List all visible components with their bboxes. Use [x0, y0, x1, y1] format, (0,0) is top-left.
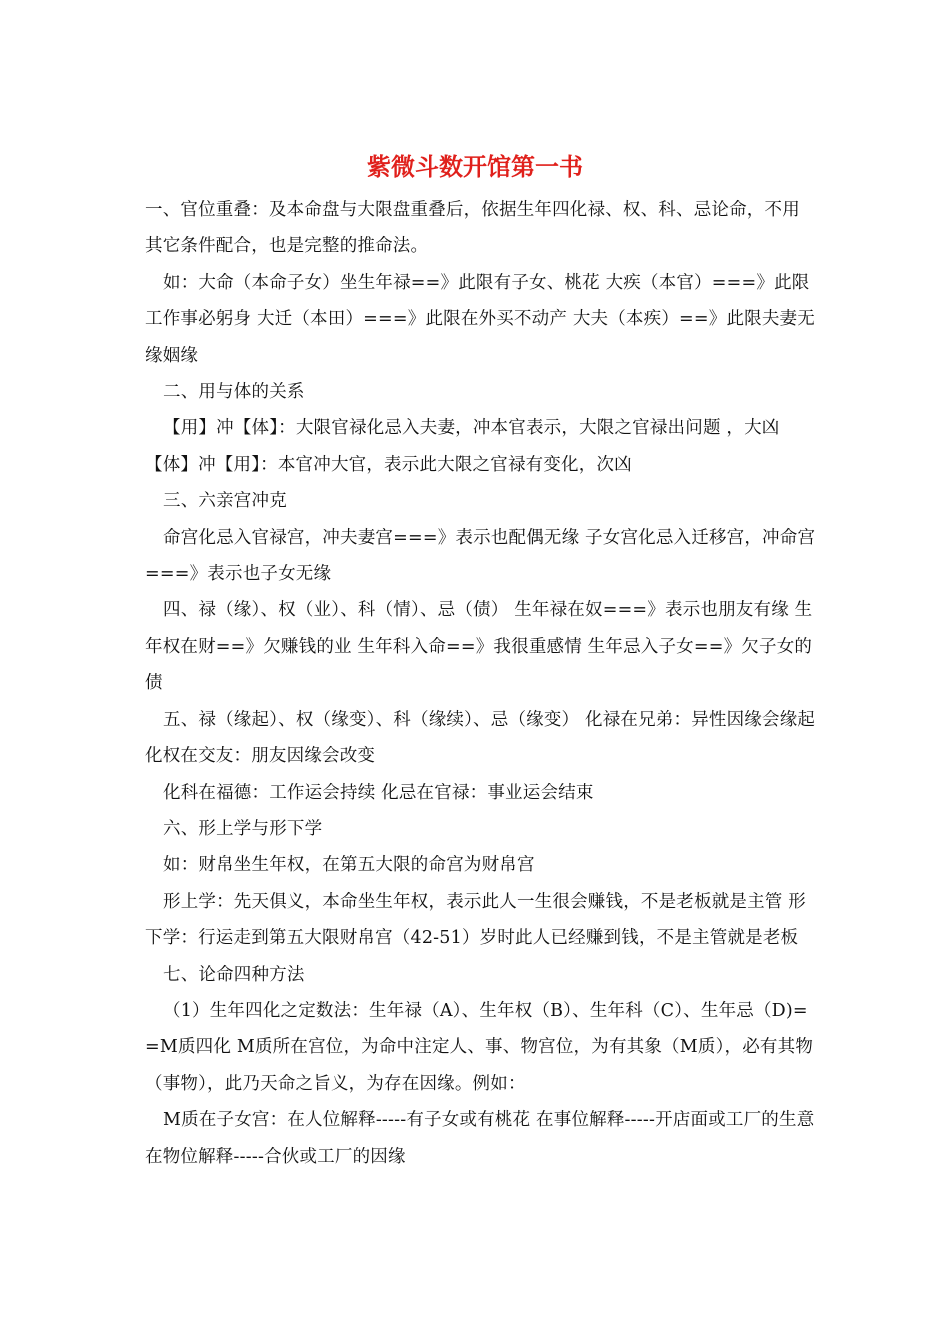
paragraph-7: 四、禄（缘）、权（业）、科（情）、忌（债） 生年禄在奴===》表示也朋友有缘 生年权在财==》欠赚钱的业 生年科入命==》我很重感情 生年忌入子女==》欠子女的债	[145, 600, 813, 694]
paragraph-8: 五、禄（缘起）、权（缘变）、科（缘续）、忌（缘变） 化禄在兄弟：异性因缘会缘起 化权在交友：朋友因缘会改变	[145, 709, 816, 767]
paragraph-1: 一、官位重叠：及本命盘与大限盘重叠后，依据生年四化禄、权、科、忌论命，不用其它条件配合，也是完整的推命法。	[145, 200, 800, 257]
document-body	[145, 192, 817, 1175]
paragraph-14: （1）生年四化之定数法：生年禄（A）、生年权（B）、生年科（C）、生年忌（D)==M质四化 M质所在宫位，为命中注定人、事、物宫位，为有其象（M质），必有其物（事物），此乃天命之旨义，为存在因缘。例如：	[145, 1000, 814, 1094]
paragraph-12: 形上学：先天俱义，本命坐生年权，表示此人一生很会赚钱，不是老板就是主管 形下学：行运走到第五大限财帛宫（42-51）岁时此人已经赚到钱，不是主管就是老板	[145, 891, 806, 949]
paragraph-2: 如：大命（本命子女）坐生年禄==》此限有子女、桃花 大疾（本官）===》此限工作事必躬身 大迁（本田）===》此限在外买不动产 大夫（本疾）==》此限夫妻无缘姻缘	[145, 272, 815, 366]
paragraph-3: 二、用与体的关系	[163, 382, 305, 403]
paragraph-5: 三、六亲宫冲克	[163, 491, 287, 512]
paragraph-13: 七、论命四种方法	[163, 964, 305, 985]
paragraph-11: 如：财帛坐生年权，在第五大限的命宫为财帛宫	[163, 855, 535, 876]
paragraph-9: 化科在福德：工作运会持续 化忌在官禄：事业运会结束	[163, 782, 594, 803]
paragraph-10: 六、形上学与形下学	[163, 818, 323, 839]
paragraph-6: 命宫化忌入官禄宫，冲夫妻宫===》表示也配偶无缘 子女宫化忌入迁移宫，冲命宫===》表示也子女无缘	[145, 527, 816, 585]
paragraph-4: 【用】冲【体】：大限官禄化忌入夫妻，冲本官表示，大限之官禄出问题 ，大凶 【体】冲【用】：本官冲大官，表示此大限之官禄有变化，次凶	[145, 418, 780, 475]
paragraph-15: M质在子女宫：在人位解释-----有子女或有桃花 在事位解释-----开店面或工厂的生意 在物位解释-----合伙或工厂的因缘	[145, 1110, 815, 1167]
document-title: 紫微斗数开馆第一书	[367, 152, 583, 181]
